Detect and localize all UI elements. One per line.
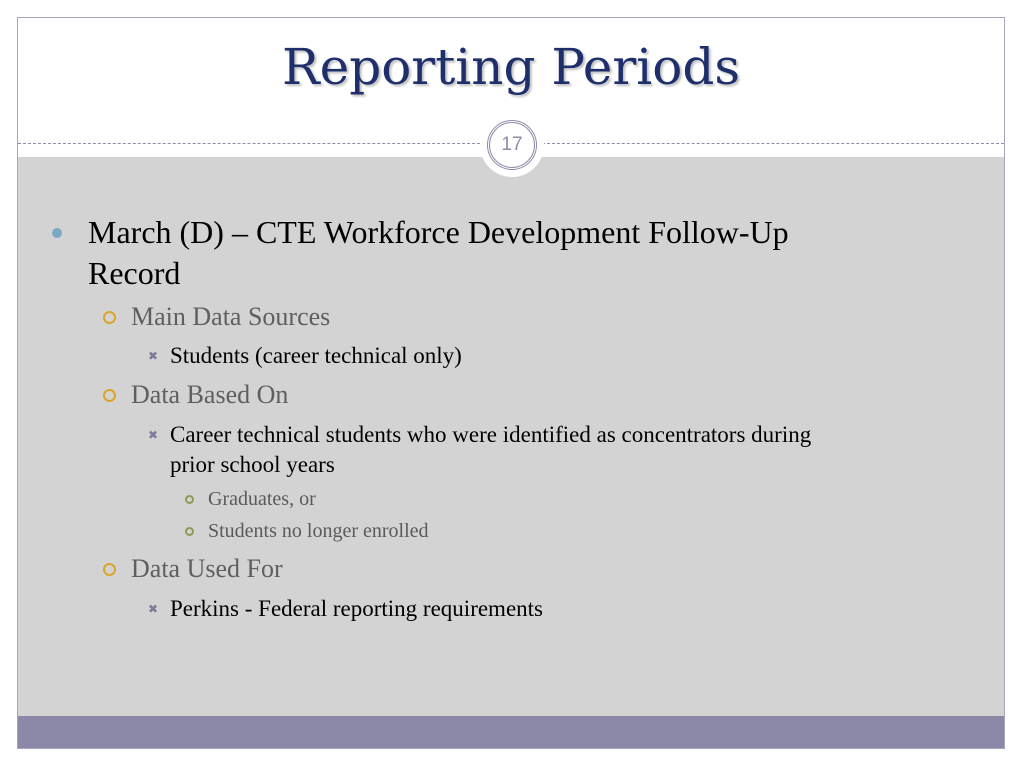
hollow-circle-icon [103, 311, 116, 324]
crossed-star-icon: ✖ [148, 602, 159, 616]
slide [17, 17, 1005, 749]
heading-data-used-for: Data Used For [131, 554, 283, 583]
small-ring-icon [185, 527, 194, 536]
bullet-march-line1: March (D) – CTE Workforce Development Follow-Up [88, 214, 789, 250]
filled-circle-icon [52, 228, 62, 238]
crossed-star-icon: ✖ [148, 349, 159, 363]
sub-item-students-no-longer-enrolled: Students no longer enrolled [208, 520, 429, 542]
hollow-circle-icon [103, 389, 116, 402]
item-career-technical-line1: Career technical students who were identified as concentrators during [170, 422, 812, 447]
sub-item-graduates: Graduates, or [208, 488, 316, 510]
slide-number: 17 [487, 120, 537, 170]
bullet-march-line2: Record [88, 255, 181, 291]
item-students-career-technical: Students (career technical only) [170, 343, 462, 368]
slide-title: Reporting Periods [281, 38, 741, 96]
hollow-circle-icon [103, 563, 116, 576]
item-career-technical-line2: prior school years [170, 452, 335, 477]
heading-data-based-on: Data Based On [131, 380, 289, 409]
heading-main-data-sources: Main Data Sources [131, 302, 331, 331]
small-ring-icon [185, 495, 194, 504]
crossed-star-icon: ✖ [148, 428, 159, 442]
slide-body [18, 18, 1004, 748]
item-perkins-federal: Perkins - Federal reporting requirements [170, 596, 543, 621]
